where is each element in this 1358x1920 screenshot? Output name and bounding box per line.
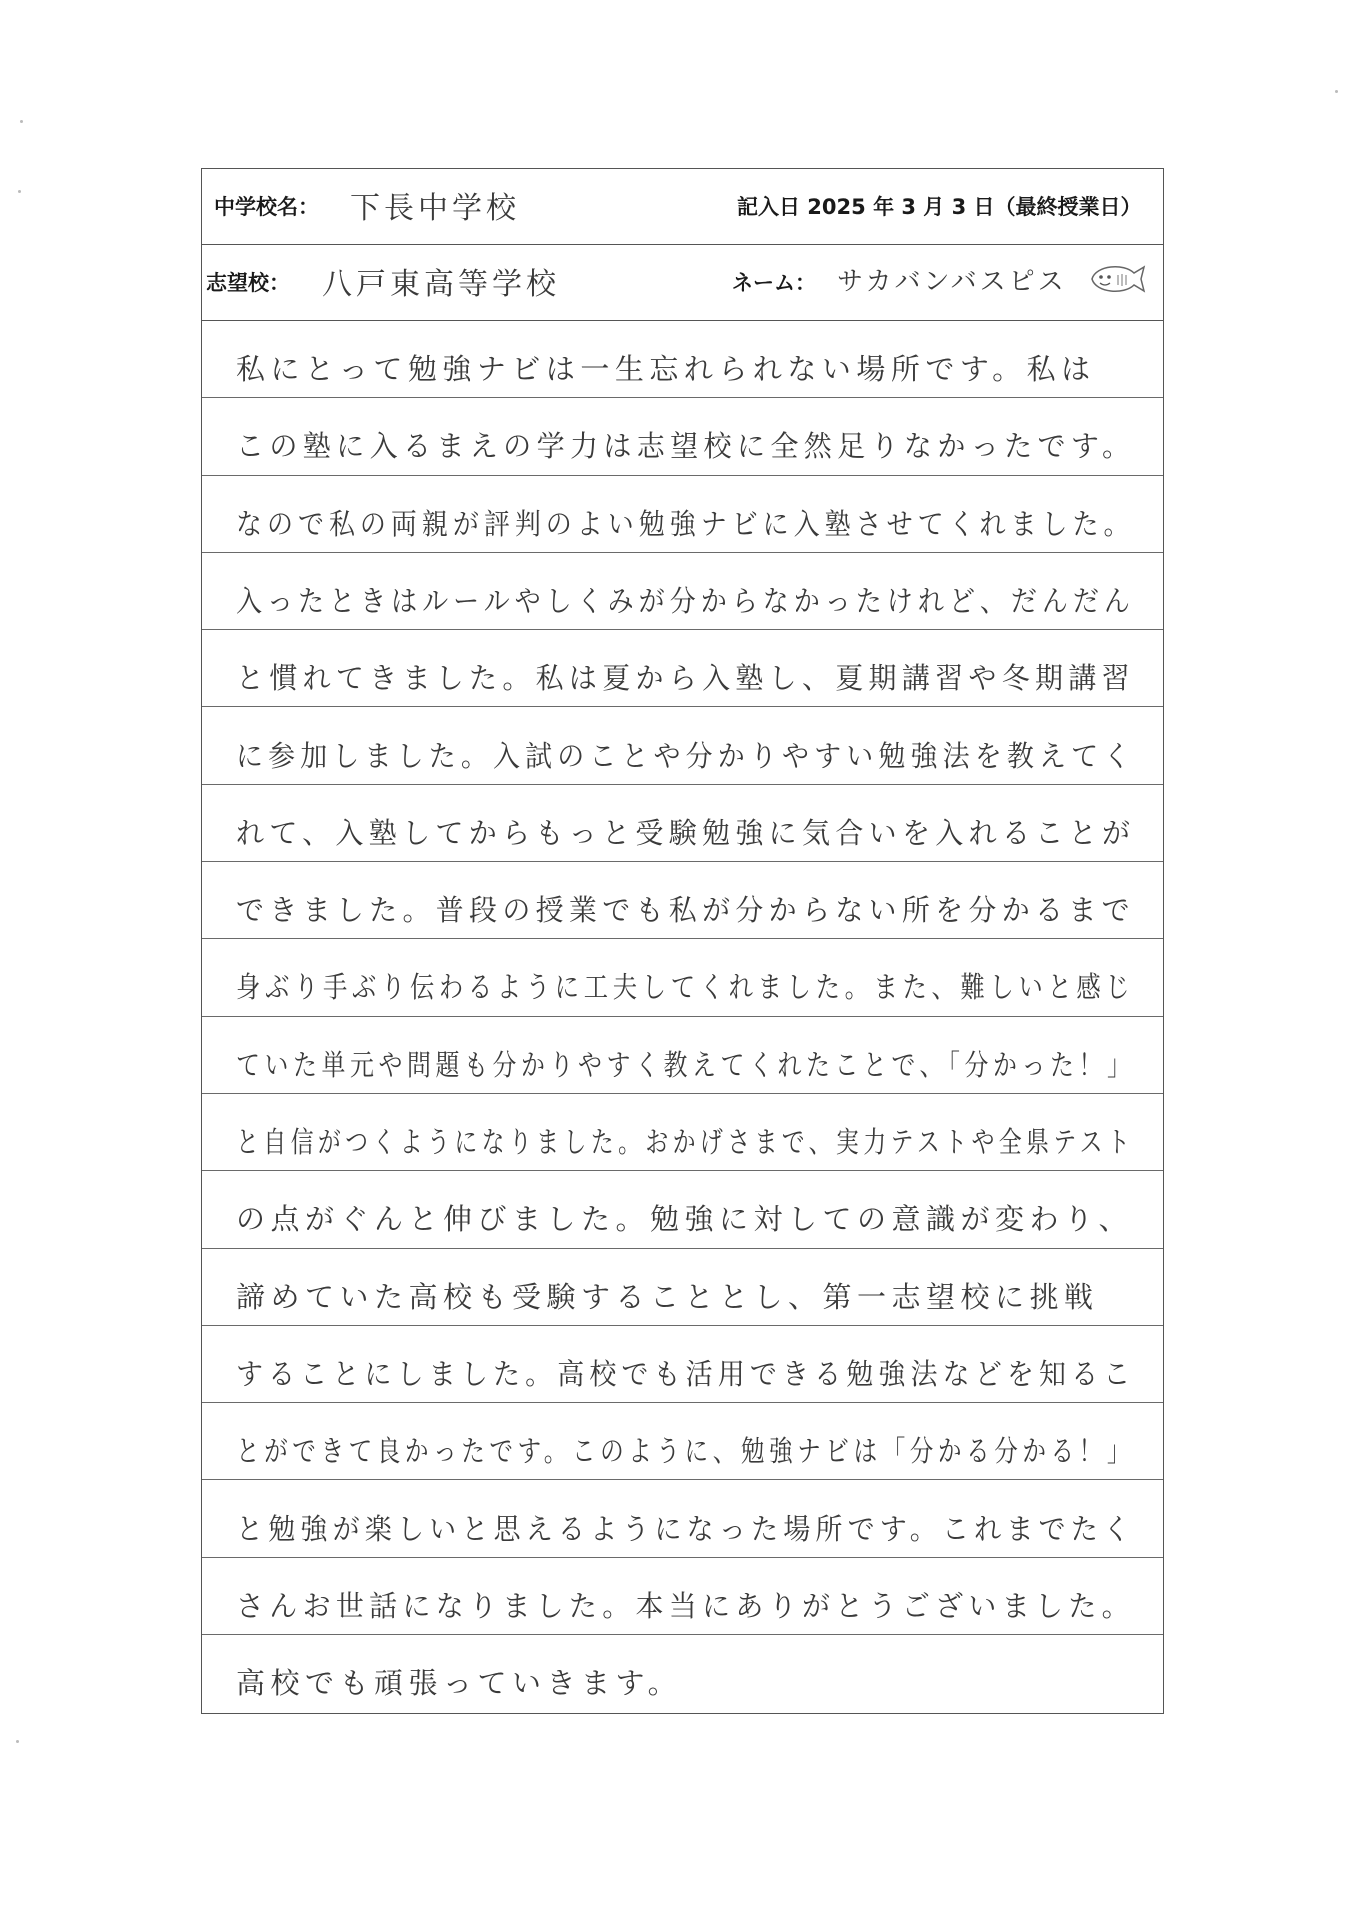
target-school-value: 八戸東高等学校 bbox=[322, 267, 560, 302]
essay-line bbox=[202, 708, 1163, 785]
essay-line-text: と慣れてきました。私は夏から入塾し、夏期講習や冬期講習 bbox=[236, 661, 1135, 696]
essay-line bbox=[202, 1481, 1163, 1558]
essay-line-text: の点がぐんと伸びました。勉強に対しての意識が変わり、 bbox=[236, 1202, 1134, 1237]
essay-line-text: 高校でも頑張っていきます。 bbox=[236, 1666, 683, 1701]
essay-line-text: することにしました。高校でも活用できる勉強法などを知るこ bbox=[236, 1356, 1136, 1391]
essay-line-text: 身ぶり手ぶり伝わるように工夫してくれました。また、難しいと感じ bbox=[236, 970, 1135, 1005]
essay-line-text: 諦めていた高校も受験することとし、第一志望校に挑戦 bbox=[236, 1279, 1099, 1314]
name-label: ネーム： bbox=[732, 271, 816, 295]
scan-speck bbox=[20, 120, 23, 123]
essay-line-text: できました。普段の授業でも私が分からない所を分かるまで bbox=[236, 893, 1135, 928]
essay-line bbox=[202, 1403, 1163, 1480]
essay-line bbox=[202, 1249, 1163, 1326]
essay-line-text: と勉強が楽しいと思えるようになった場所です。これまでたく bbox=[236, 1511, 1136, 1546]
header-row-school bbox=[202, 169, 1163, 245]
essay-line bbox=[202, 1326, 1163, 1403]
essay-line-text: 入ったときはルールやしくみが分からなかったけれど、だんだん bbox=[236, 583, 1135, 618]
essay-line bbox=[202, 1635, 1163, 1712]
essay-line bbox=[202, 1558, 1163, 1635]
essay-line-text: ていた単元や問題も分かりやすく教えてくれたことで、「分かった！」 bbox=[236, 1047, 1136, 1082]
essay-line bbox=[202, 939, 1163, 1016]
scan-speck bbox=[18, 190, 21, 193]
essay-line-text: 私にとって勉強ナビは一生忘れられない場所です。私は bbox=[236, 352, 1096, 386]
essay-line-text: なので私の両親が評判のよい勉強ナビに入塾させてくれました。 bbox=[236, 506, 1135, 541]
essay-line-text: この塾に入るまえの学力は志望校に全然足りなかったです。 bbox=[236, 429, 1136, 464]
essay-line bbox=[202, 321, 1163, 398]
essay-line-text: に参加しました。入試のことや分かりやすい勉強法を教えてく bbox=[236, 738, 1136, 773]
header-row-target bbox=[202, 245, 1163, 321]
school-value: 下長中学校 bbox=[350, 191, 520, 226]
fish-doodle-icon bbox=[1086, 257, 1148, 301]
essay-line bbox=[202, 553, 1163, 630]
essay-lines bbox=[202, 321, 1163, 1713]
essay-line-text: とができて良かったです。このように、勉強ナビは「分かる分かる！」 bbox=[236, 1434, 1135, 1469]
composition-sheet bbox=[201, 168, 1164, 1714]
essay-line bbox=[202, 1017, 1163, 1094]
scan-speck bbox=[16, 1740, 19, 1743]
essay-line bbox=[202, 398, 1163, 475]
essay-line bbox=[202, 1094, 1163, 1171]
target-school-label: 志望校： bbox=[206, 271, 290, 295]
essay-line-text: さんお世話になりました。本当にありがとうございました。 bbox=[236, 1588, 1135, 1623]
essay-line bbox=[202, 785, 1163, 862]
essay-line bbox=[202, 630, 1163, 707]
name-value: サカバンバスピス bbox=[837, 267, 1067, 297]
date-label: 記入日 2025 年 3 月 3 日（最終授業日） bbox=[737, 195, 1142, 219]
essay-line bbox=[202, 476, 1163, 553]
scan-speck bbox=[1335, 90, 1338, 93]
essay-line bbox=[202, 862, 1163, 939]
essay-line-text: れて、入塾してからもっと受験勉強に気合いを入れることが bbox=[236, 815, 1136, 850]
essay-line-text: と自信がつくようになりました。おかげさまで、実力テストや全県テスト bbox=[236, 1125, 1135, 1159]
school-label: 中学校名： bbox=[214, 195, 319, 219]
essay-line bbox=[202, 1171, 1163, 1248]
